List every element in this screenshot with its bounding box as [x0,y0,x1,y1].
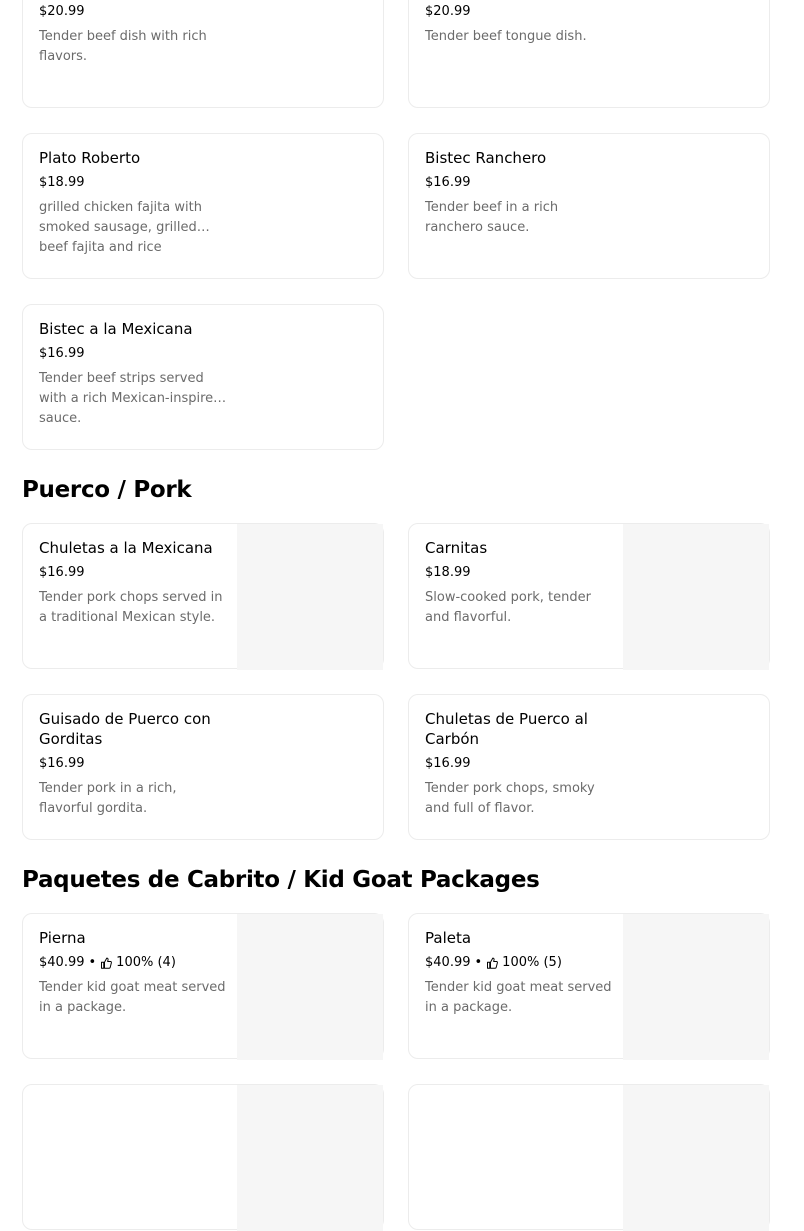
item-description: Tender kid goat meat served in a package. [425,980,612,1015]
item-description: Tender pork in a rich, flavorful gordita. [39,781,177,816]
item-price: $20.99 [425,4,471,19]
item-name: Plato Roberto [39,149,141,167]
menu-item-card[interactable] [408,1084,770,1230]
menu-item-card[interactable] [408,913,770,1059]
item-description: Tender pork chops served in a traditional Mexican style. [39,590,223,625]
menu-item-card[interactable] [22,133,384,279]
item-price: $16.99 [39,565,85,580]
item-image [237,524,383,670]
menu-item-card[interactable] [22,1084,384,1230]
item-description: Tender pork chops, smoky and full of flavor. [425,781,595,816]
item-price: $40.99 [425,955,471,970]
item-price: $16.99 [39,346,85,361]
item-name: Bistec a la Mexicana [39,320,193,338]
item-price: $18.99 [39,175,85,190]
item-image [237,1085,383,1231]
item-name: Chuletas de Puerco al Carbón [425,710,588,748]
item-price: $16.99 [39,756,85,771]
item-name: Guisado de Puerco con Gorditas [39,710,211,748]
section-title-pork: Puerco / Pork [22,477,192,503]
menu-item-card[interactable] [408,133,770,279]
item-price: $18.99 [425,565,471,580]
item-name: Pierna [39,929,86,947]
item-name: Bistec Ranchero [425,149,547,167]
menu-item-card[interactable] [408,523,770,669]
item-image [237,914,383,1060]
item-price: $20.99 [39,4,85,19]
menu-item-card[interactable] [22,913,384,1059]
item-name: Paleta [425,929,472,947]
item-name: Chuletas a la Mexicana [39,539,213,557]
item-description: Tender kid goat meat served in a package. [39,980,226,1015]
item-image [623,914,769,1060]
item-price: $16.99 [425,756,471,771]
item-price-row [425,954,615,972]
separator: • [474,955,483,970]
menu-item-card[interactable] [22,523,384,669]
item-price: $40.99 [39,955,85,970]
item-image [623,1085,769,1231]
item-description: Tender beef dish with rich flavors. [39,29,207,64]
item-price: $16.99 [425,175,471,190]
item-rating: 100% (4) [116,955,176,970]
item-description: Tender beef in a rich ranchero sauce. [425,200,559,235]
section-title-kid-goat: Paquetes de Cabrito / Kid Goat Packages [22,867,540,893]
thumbs-up-icon [100,957,112,969]
item-image [623,524,769,670]
menu-item-card[interactable] [408,0,770,108]
item-rating: 100% (5) [502,955,562,970]
menu-item-card[interactable] [22,694,384,840]
item-description: grilled chicken fajita with smoked sausage, grilled beef fajita and rice [39,200,202,255]
item-description: Tender beef strips served with a rich Mexican-inspired sauce. [39,371,222,426]
menu-item-card[interactable] [22,304,384,450]
menu-item-card[interactable] [22,0,384,108]
menu-item-card[interactable] [408,694,770,840]
item-description: Slow-cooked pork, tender and flavorful. [425,590,591,625]
item-price-row [39,954,229,972]
separator: • [88,955,97,970]
item-name: Carnitas [425,539,488,557]
thumbs-up-icon [486,957,498,969]
item-description: Tender beef tongue dish. [425,29,587,44]
